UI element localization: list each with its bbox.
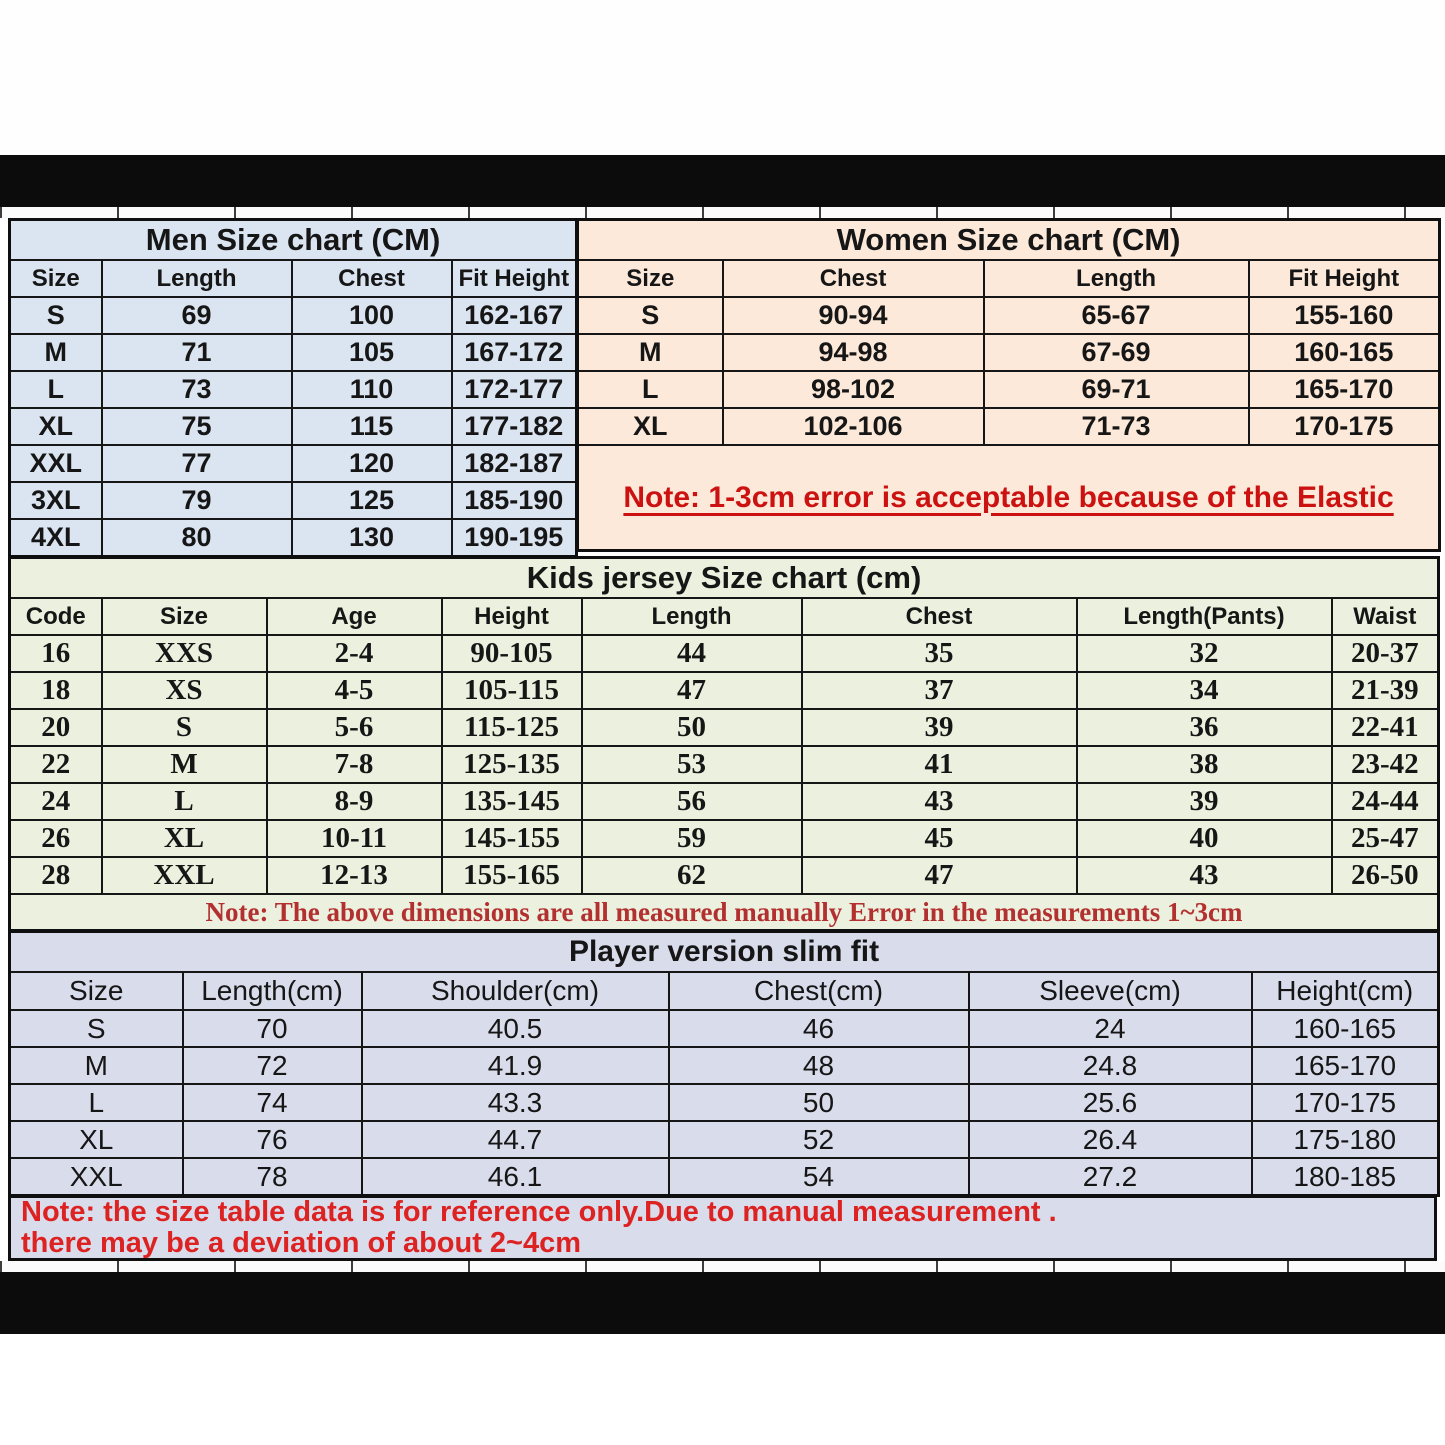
- cell: 7-8: [267, 746, 442, 783]
- cell: 70: [183, 1010, 362, 1047]
- cell: S: [10, 297, 102, 334]
- women-elastic-note: Note: 1-3cm error is acceptable because of the Elastic: [623, 480, 1394, 514]
- table-row: [10, 857, 1439, 894]
- table-row: [578, 408, 1440, 445]
- cell: 43: [1077, 857, 1332, 894]
- cell: 28: [10, 857, 102, 894]
- table-row: [10, 709, 1439, 746]
- column-header: Waist: [1332, 598, 1439, 635]
- cell: 25.6: [969, 1084, 1252, 1121]
- cell: 26-50: [1332, 857, 1439, 894]
- men-size-table: [8, 218, 578, 558]
- cell: 20-37: [1332, 635, 1439, 672]
- column-header: Height: [442, 598, 582, 635]
- table-row: [578, 371, 1440, 408]
- cell: 27.2: [969, 1158, 1252, 1196]
- cell: 48: [669, 1047, 969, 1084]
- cell: XS: [102, 672, 267, 709]
- cell: 44.7: [362, 1121, 669, 1158]
- cell: 72: [183, 1047, 362, 1084]
- kids-note-cell: [10, 894, 1439, 931]
- kids-title-row: [10, 558, 1439, 599]
- column-header: Size: [578, 260, 723, 297]
- cell: 21-39: [1332, 672, 1439, 709]
- cell: 78: [183, 1158, 362, 1196]
- adult-size-section: [8, 218, 1437, 558]
- column-header: Code: [10, 598, 102, 635]
- column-header: Length: [984, 260, 1249, 297]
- cell: 26: [10, 820, 102, 857]
- cell: 37: [802, 672, 1077, 709]
- cell: 73: [102, 371, 292, 408]
- column-header: Size: [10, 972, 183, 1010]
- table-row: [10, 1158, 1439, 1196]
- cell: 56: [582, 783, 802, 820]
- men-title-row: [10, 220, 577, 261]
- cell: 16: [10, 635, 102, 672]
- cell: 155-160: [1249, 297, 1440, 334]
- table-row: [10, 445, 577, 482]
- cell: 130: [292, 519, 452, 557]
- cell: 175-180: [1252, 1121, 1439, 1158]
- cell: 120: [292, 445, 452, 482]
- cell: 22-41: [1332, 709, 1439, 746]
- cell: L: [578, 371, 723, 408]
- cell: XL: [578, 408, 723, 445]
- cell: 41.9: [362, 1047, 669, 1084]
- cell: 18: [10, 672, 102, 709]
- men-table-title: Men Size chart (CM): [10, 220, 577, 261]
- cell: 39: [1077, 783, 1332, 820]
- cell: 43.3: [362, 1084, 669, 1121]
- women-size-table: [576, 218, 1441, 552]
- cell: 40.5: [362, 1010, 669, 1047]
- kids-table-body: [10, 635, 1439, 894]
- cell: 35: [802, 635, 1077, 672]
- cell: 105-115: [442, 672, 582, 709]
- cell: 36: [1077, 709, 1332, 746]
- cell: XL: [10, 1121, 183, 1158]
- column-header: Height(cm): [1252, 972, 1439, 1010]
- cell: 3XL: [10, 482, 102, 519]
- table-row: [10, 482, 577, 519]
- cell: 155-165: [442, 857, 582, 894]
- cell: 90-94: [723, 297, 984, 334]
- cell: 75: [102, 408, 292, 445]
- table-row: [578, 334, 1440, 371]
- cell: 53: [582, 746, 802, 783]
- cell: 23-42: [1332, 746, 1439, 783]
- table-row: [10, 408, 577, 445]
- player-header-row: [10, 972, 1439, 1010]
- table-row: [10, 783, 1439, 820]
- cell: 77: [102, 445, 292, 482]
- cell: 50: [669, 1084, 969, 1121]
- cell: 135-145: [442, 783, 582, 820]
- cell: 44: [582, 635, 802, 672]
- cell: 165-170: [1252, 1047, 1439, 1084]
- cell: M: [10, 1047, 183, 1084]
- cell: 39: [802, 709, 1077, 746]
- cell: XL: [10, 408, 102, 445]
- bottom-black-bar: [0, 1272, 1445, 1334]
- size-charts-content: [8, 218, 1437, 1261]
- cell: 62: [582, 857, 802, 894]
- cell: 34: [1077, 672, 1332, 709]
- cell: 46: [669, 1010, 969, 1047]
- table-row: [10, 746, 1439, 783]
- cell: S: [102, 709, 267, 746]
- cell: 47: [802, 857, 1077, 894]
- cell: 160-165: [1249, 334, 1440, 371]
- bottom-note-line1: Note: the size table data is for reference only.Due to manual measurement .: [21, 1196, 1057, 1228]
- cell: 69: [102, 297, 292, 334]
- table-row: [10, 371, 577, 408]
- table-row: [10, 1047, 1439, 1084]
- cell: 50: [582, 709, 802, 746]
- cell: 182-187: [452, 445, 577, 482]
- women-title-row: [578, 220, 1440, 261]
- cell: M: [10, 334, 102, 371]
- cell: 40: [1077, 820, 1332, 857]
- cell: XXL: [102, 857, 267, 894]
- kids-measurement-note: Note: The above dimensions are all measured manually Error in the measurements 1~3cm: [205, 896, 1243, 927]
- column-header: Chest: [723, 260, 984, 297]
- table-row: [578, 297, 1440, 334]
- cell: 69-71: [984, 371, 1249, 408]
- bottom-note-line2: there may be a deviation of about 2~4cm: [21, 1227, 582, 1259]
- cell: 59: [582, 820, 802, 857]
- cell: 180-185: [1252, 1158, 1439, 1196]
- cell: 24: [10, 783, 102, 820]
- cell: 74: [183, 1084, 362, 1121]
- column-header: Length: [102, 260, 292, 297]
- cell: 115: [292, 408, 452, 445]
- kids-table-title: Kids jersey Size chart (cm): [10, 558, 1439, 599]
- player-table-title: Player version slim fit: [10, 932, 1439, 973]
- kids-size-table: [8, 556, 1440, 932]
- cell: 125: [292, 482, 452, 519]
- cell: 110: [292, 371, 452, 408]
- column-header: Fit Height: [1249, 260, 1440, 297]
- women-note-cell: [578, 445, 1440, 551]
- men-header-row: [10, 260, 577, 297]
- table-row: [10, 820, 1439, 857]
- cell: 25-47: [1332, 820, 1439, 857]
- cell: 145-155: [442, 820, 582, 857]
- cell: 71: [102, 334, 292, 371]
- player-version-table: [8, 930, 1440, 1197]
- cell: 76: [183, 1121, 362, 1158]
- column-header: Size: [102, 598, 267, 635]
- cell: 38: [1077, 746, 1332, 783]
- top-white-margin: [0, 0, 1445, 155]
- kids-note-row: [10, 894, 1439, 931]
- cell: 115-125: [442, 709, 582, 746]
- column-header: Length: [582, 598, 802, 635]
- cell: XL: [102, 820, 267, 857]
- women-table-body: [578, 297, 1440, 445]
- cell: 4-5: [267, 672, 442, 709]
- cell: M: [578, 334, 723, 371]
- cell: 54: [669, 1158, 969, 1196]
- cell: 41: [802, 746, 1077, 783]
- cell: 67-69: [984, 334, 1249, 371]
- grid-strip-bottom: [0, 1261, 1445, 1272]
- cell: 45: [802, 820, 1077, 857]
- top-black-bar: [0, 155, 1445, 207]
- column-header: Size: [10, 260, 102, 297]
- cell: XXL: [10, 1158, 183, 1196]
- men-table-body: [10, 297, 577, 557]
- cell: 24.8: [969, 1047, 1252, 1084]
- cell: 167-172: [452, 334, 577, 371]
- women-note-row: [578, 445, 1440, 551]
- cell: 4XL: [10, 519, 102, 557]
- column-header: Length(cm): [183, 972, 362, 1010]
- cell: S: [578, 297, 723, 334]
- cell: 26.4: [969, 1121, 1252, 1158]
- column-header: Age: [267, 598, 442, 635]
- cell: M: [102, 746, 267, 783]
- cell: 10-11: [267, 820, 442, 857]
- cell: 65-67: [984, 297, 1249, 334]
- cell: L: [10, 1084, 183, 1121]
- table-row: [10, 334, 577, 371]
- cell: 94-98: [723, 334, 984, 371]
- cell: 2-4: [267, 635, 442, 672]
- cell: L: [10, 371, 102, 408]
- table-row: [10, 1121, 1439, 1158]
- cell: L: [102, 783, 267, 820]
- cell: 162-167: [452, 297, 577, 334]
- table-row: [10, 635, 1439, 672]
- column-header: Chest: [802, 598, 1077, 635]
- column-header: Shoulder(cm): [362, 972, 669, 1010]
- cell: 172-177: [452, 371, 577, 408]
- cell: 32: [1077, 635, 1332, 672]
- cell: 71-73: [984, 408, 1249, 445]
- cell: S: [10, 1010, 183, 1047]
- cell: 170-175: [1249, 408, 1440, 445]
- cell: 80: [102, 519, 292, 557]
- cell: 12-13: [267, 857, 442, 894]
- column-header: Chest: [292, 260, 452, 297]
- cell: 22: [10, 746, 102, 783]
- cell: 125-135: [442, 746, 582, 783]
- cell: XXS: [102, 635, 267, 672]
- bottom-reference-note: [8, 1195, 1437, 1261]
- kids-header-row: [10, 598, 1439, 635]
- table-row: [10, 1084, 1439, 1121]
- table-row: [10, 1010, 1439, 1047]
- cell: 100: [292, 297, 452, 334]
- women-table-title: Women Size chart (CM): [578, 220, 1440, 261]
- cell: 20: [10, 709, 102, 746]
- column-header: Sleeve(cm): [969, 972, 1252, 1010]
- column-header: Length(Pants): [1077, 598, 1332, 635]
- cell: 90-105: [442, 635, 582, 672]
- cell: 170-175: [1252, 1084, 1439, 1121]
- player-table-body: [10, 1010, 1439, 1196]
- cell: 185-190: [452, 482, 577, 519]
- player-title-row: [10, 932, 1439, 973]
- cell: 43: [802, 783, 1077, 820]
- cell: 24-44: [1332, 783, 1439, 820]
- cell: 105: [292, 334, 452, 371]
- cell: 52: [669, 1121, 969, 1158]
- cell: 177-182: [452, 408, 577, 445]
- table-row: [10, 672, 1439, 709]
- table-row: [10, 297, 577, 334]
- cell: 5-6: [267, 709, 442, 746]
- cell: 47: [582, 672, 802, 709]
- cell: 165-170: [1249, 371, 1440, 408]
- cell: 24: [969, 1010, 1252, 1047]
- cell: XXL: [10, 445, 102, 482]
- column-header: Fit Height: [452, 260, 577, 297]
- cell: 8-9: [267, 783, 442, 820]
- cell: 98-102: [723, 371, 984, 408]
- women-header-row: [578, 260, 1440, 297]
- cell: 102-106: [723, 408, 984, 445]
- cell: 79: [102, 482, 292, 519]
- table-row: [10, 519, 577, 557]
- cell: 190-195: [452, 519, 577, 557]
- cell: 46.1: [362, 1158, 669, 1196]
- cell: 160-165: [1252, 1010, 1439, 1047]
- grid-strip-top: [0, 207, 1445, 218]
- column-header: Chest(cm): [669, 972, 969, 1010]
